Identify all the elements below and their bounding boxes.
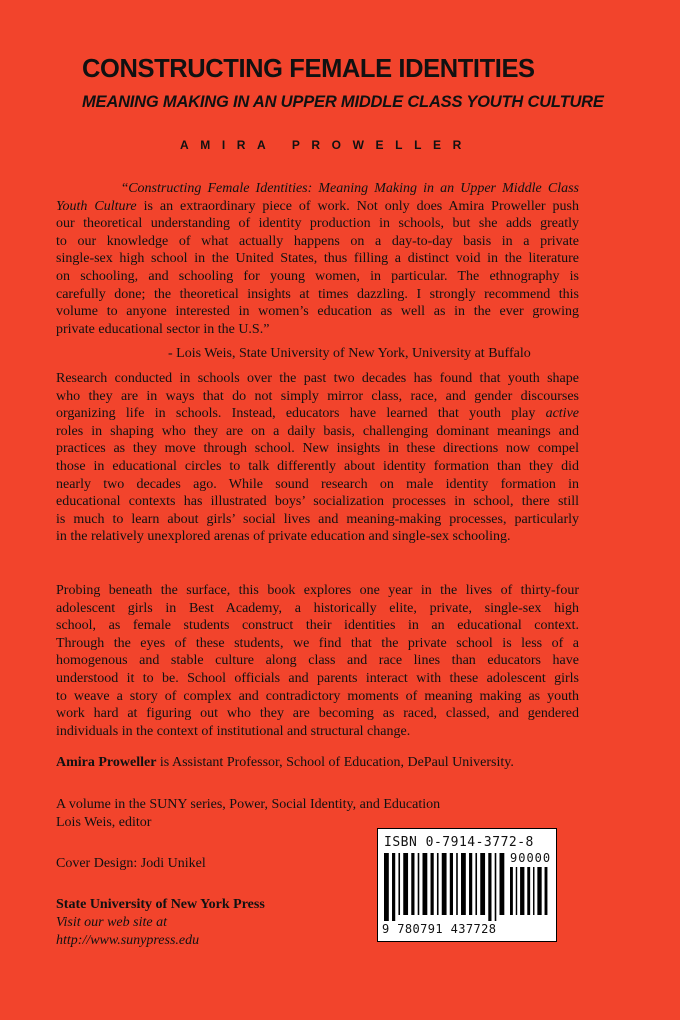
text-segment: “ xyxy=(122,181,129,196)
barcode-bar xyxy=(461,853,466,915)
text-line xyxy=(56,233,579,251)
review-quote xyxy=(56,180,579,338)
barcode-bar xyxy=(411,853,414,915)
barcode-bar xyxy=(533,867,534,915)
text-segment: to our knowledge of what actually happens on a day-to-day basis in a private xyxy=(56,233,579,249)
barcode-bar xyxy=(450,853,453,915)
barcode-bar xyxy=(437,853,439,915)
barcode-bar xyxy=(392,853,395,921)
barcode-bar xyxy=(520,867,524,915)
text-line: homogenous and stable culture along class and race lines than educators have xyxy=(56,653,579,669)
barcode-bar xyxy=(384,853,389,921)
isbn-number: ISBN 0-7914-3772-8 xyxy=(384,835,534,850)
text-segment: educational contexts has illustrated boys’ socialization processes in school, there still xyxy=(56,494,579,510)
text-segment: nearly two decades ago. While sound research on male identity formation in xyxy=(56,476,579,492)
publisher-name: State University of New York Press xyxy=(56,897,265,912)
barcode-bar xyxy=(495,853,497,921)
text-line: understood it to be. School officials and parents interact with these adolescent girls xyxy=(56,670,579,686)
text-segment: carefully done; the theoretical insights at times dazzling. I strongly recommend this xyxy=(56,286,579,302)
text-segment: volume to anyone interested in women’s education as well as in the ever growing xyxy=(56,304,579,320)
text-line: work hard at figuring out who they are becoming as raced, classed, and gendered xyxy=(56,706,579,722)
text-line xyxy=(56,286,579,304)
text-segment: on schooling, and schooling for young women, in particular. The ethnography is xyxy=(56,268,579,284)
text-line xyxy=(56,250,579,268)
barcode-bar xyxy=(469,853,472,915)
text-segment: our theoretical understanding of identity production in schools, but she adds greatly xyxy=(56,216,579,232)
review-attribution: - Lois Weis, State University of New York, University at Buffalo xyxy=(168,346,531,361)
text-line xyxy=(56,303,579,321)
italic-text: active xyxy=(545,406,579,422)
ean-number: 9 780791 437728 xyxy=(382,922,497,936)
barcode-bar xyxy=(403,853,408,915)
text-line xyxy=(56,180,579,198)
text-line xyxy=(56,198,579,216)
text-line xyxy=(56,388,579,406)
text-line: Through the eyes of these students, we find that the private school is less of a xyxy=(56,635,579,651)
text-line xyxy=(56,215,579,233)
barcode-bar xyxy=(500,853,505,915)
text-line: to weave a story of complex and contradictory moments of meaning making as youth xyxy=(56,688,579,704)
text-segment: is an extraordinary piece of work. Not only does Amira Proweller push xyxy=(136,198,579,214)
text-line xyxy=(56,528,579,546)
text-line xyxy=(56,370,579,388)
text-line: Probing beneath the surface, this book explores one year in the lives of thirty-four xyxy=(56,583,579,598)
barcode-bar xyxy=(545,867,548,915)
text-segment: who they are in ways that do not simply mirror class, race, and gender discourses xyxy=(56,388,579,404)
description-paragraph-1 xyxy=(56,370,579,546)
price-addon-number: 90000 xyxy=(510,851,552,865)
text-segment: practices as they move through school. New insights in these directions now compel xyxy=(56,441,579,457)
text-segment: roles in shaping who they are on a daily basis, challenging dominant meanings and xyxy=(56,423,579,439)
text-line: individuals in the context of institutional and structural change. xyxy=(56,723,411,739)
barcode-bar xyxy=(488,853,491,921)
series-editor: Lois Weis, editor xyxy=(56,815,152,830)
text-segment: single-sex high school in the United States, thus filling a distinct void in the literature xyxy=(56,251,579,267)
text-line xyxy=(56,423,579,441)
series-line: A volume in the SUNY series, Power, Social Identity, and Education xyxy=(56,797,441,812)
text-segment: organizing life in schools. Instead, educators have learned that youth play xyxy=(56,406,546,422)
ean-barcode-bars xyxy=(384,853,506,921)
barcode-bar xyxy=(418,853,420,915)
text-segment: private educational sector in the U.S.” xyxy=(56,321,270,337)
description-paragraph-2 xyxy=(56,582,579,740)
text-line xyxy=(56,321,579,339)
author-bio-name: Amira Proweller xyxy=(56,755,157,770)
barcode-bar xyxy=(537,867,541,915)
author-bio xyxy=(56,754,514,772)
publisher-web-line: Visit our web site at xyxy=(56,915,167,930)
barcode-bar xyxy=(423,853,428,915)
barcode-bar xyxy=(431,853,434,915)
book-subtitle: MEANING MAKING IN AN UPPER MIDDLE CLASS YOUTH CULTURE xyxy=(82,93,604,111)
barcode-bar xyxy=(516,867,517,915)
text-line xyxy=(56,440,579,458)
author-bio-text: is Assistant Professor, School of Education, DePaul University. xyxy=(156,755,514,770)
italic-text: Youth Culture xyxy=(56,198,137,214)
barcode-bar xyxy=(527,867,530,915)
text-segment: in the relatively unexplored arenas of private education and single-sex schooling. xyxy=(56,529,511,545)
isbn-barcode xyxy=(377,828,557,942)
text-line xyxy=(56,493,579,511)
addon-barcode-bars xyxy=(510,867,550,921)
text-line xyxy=(56,458,579,476)
text-line: adolescent girls in Best Academy, a historically elite, private, single-sex high xyxy=(56,600,579,616)
author-name: AMIRA PROWELLER xyxy=(180,138,473,152)
barcode-bar xyxy=(475,853,477,915)
text-line xyxy=(56,476,579,494)
cover-design-credit: Cover Design: Jodi Unikel xyxy=(56,856,206,871)
barcode-bar xyxy=(398,853,400,915)
book-title: CONSTRUCTING FEMALE IDENTITIES xyxy=(82,55,535,83)
italic-text: Constructing Female Identities: Meaning Making in an Upper Middle Class xyxy=(128,181,579,196)
text-segment: Research conducted in schools over the past two decades has found that youth shape xyxy=(56,371,579,386)
text-line: school, as female students construct their identities in an educational context. xyxy=(56,618,579,634)
text-segment: those in educational circles to talk differently about identity formation than they did xyxy=(56,458,579,474)
barcode-bar xyxy=(480,853,485,915)
barcode-bar xyxy=(456,853,458,915)
barcode-bar xyxy=(510,867,513,915)
text-segment: is much to learn about girls’ social lives and meaning-making processes, particularly xyxy=(56,511,579,527)
text-line xyxy=(56,268,579,286)
barcode-bar xyxy=(442,853,447,915)
text-line xyxy=(56,511,579,529)
publisher-url: http://www.sunypress.edu xyxy=(56,933,200,948)
text-line xyxy=(56,405,579,423)
